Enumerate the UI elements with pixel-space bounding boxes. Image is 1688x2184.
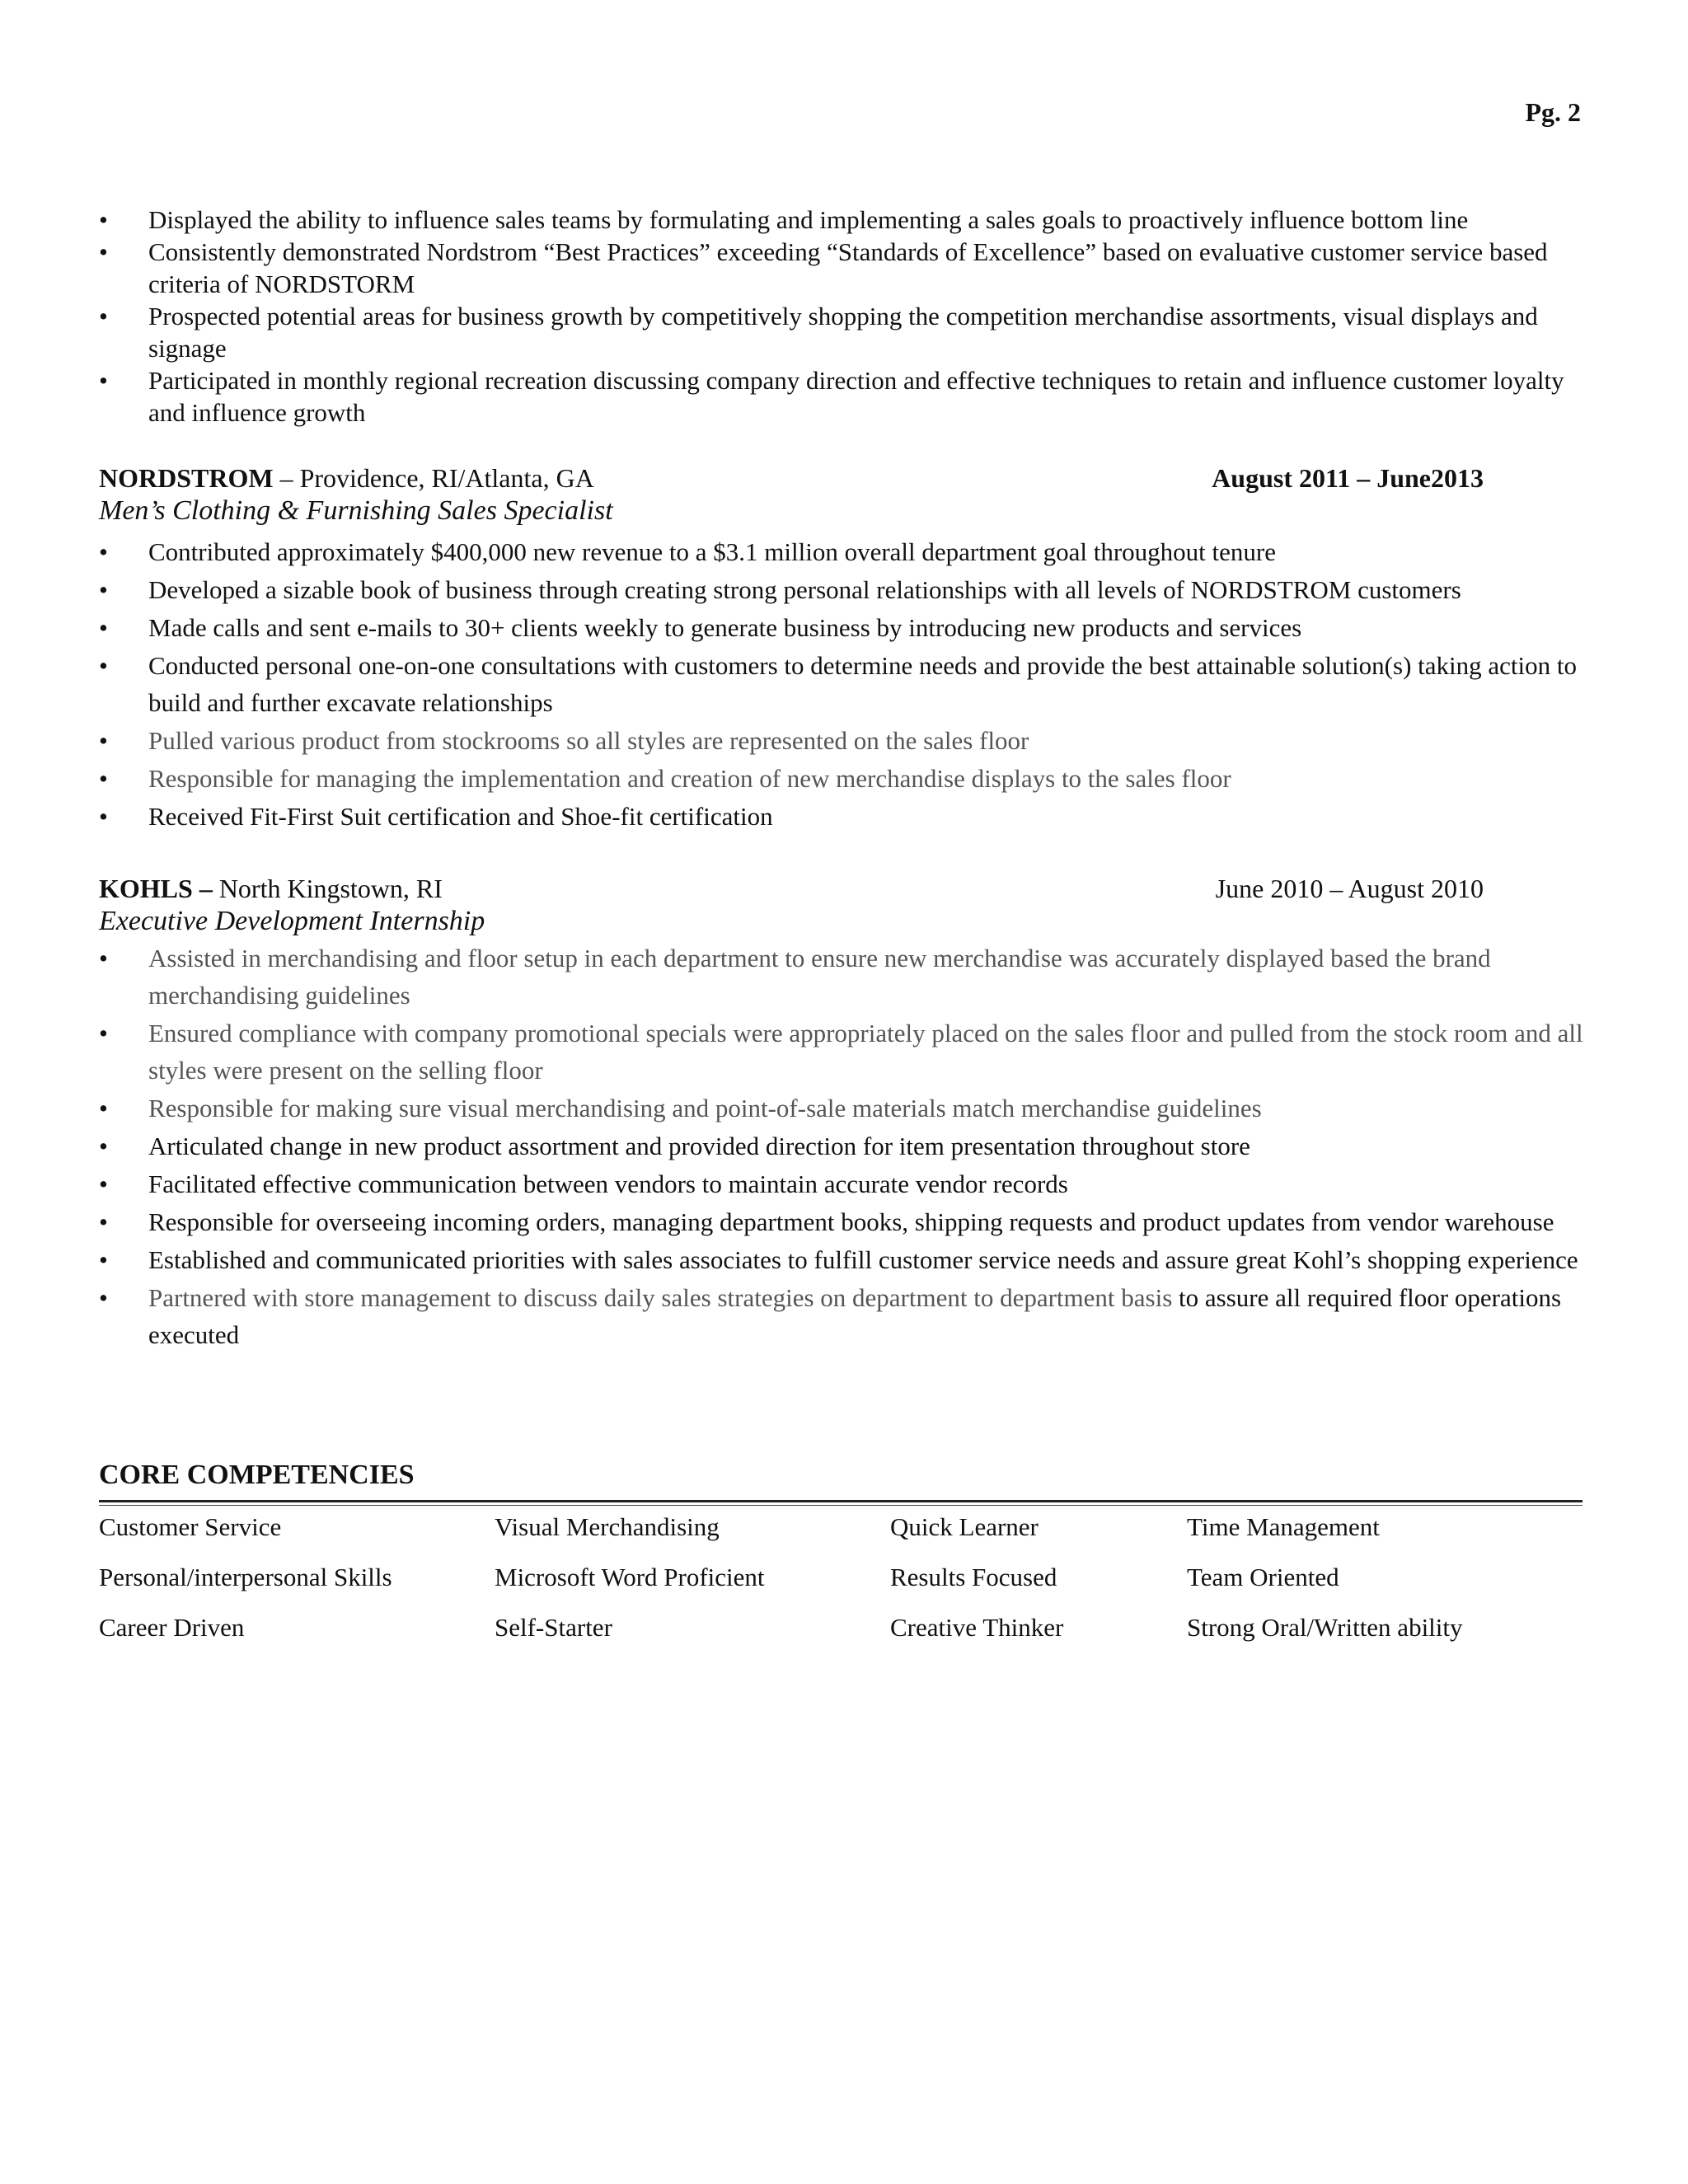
job-title: Men’s Clothing & Furnishing Sales Specialist <box>99 495 613 526</box>
list-item: • Pulled various product from stockrooms so all styles are represented on the sales floor <box>99 722 1599 759</box>
list-item: • Made calls and sent e-mails to 30+ clients weekly to generate business by introducing new products and services <box>99 609 1599 646</box>
employer-line-nordstrom <box>99 462 1484 494</box>
section-divider <box>99 1505 1582 1506</box>
nordstrom-bullet-list <box>99 533 1599 836</box>
employer-line-kohls <box>99 872 1484 905</box>
bullet-fragment: Partnered with store management to discuss daily sales strategies on department to department basis <box>148 1283 1173 1312</box>
list-item: • Conducted personal one-on-one consultations with customers to determine needs and provide the best attainable solution(s) taking action to build and further excavate relationships <box>99 647 1599 721</box>
competency-item: Time Management <box>1187 1512 1380 1541</box>
job-title: Executive Development Internship <box>99 906 485 936</box>
competency-item: Visual Merchandising <box>495 1512 720 1541</box>
competency-item: Career Driven <box>99 1613 245 1642</box>
list-item: • Established and communicated priorities with sales associates to fulfill customer service needs and assure great Kohl’s shopping experience <box>99 1241 1599 1278</box>
list-item: • Contributed approximately $400,000 new revenue to a $3.1 million overall department goal throughout tenure <box>99 533 1599 570</box>
employment-dates: August 2011 – June2013 <box>1212 463 1484 493</box>
list-item: • Developed a sizable book of business through creating strong personal relationships with all levels of NORDSTROM customers <box>99 571 1599 608</box>
competency-item: Self-Starter <box>495 1613 612 1642</box>
page-number: Pg. 2 <box>1525 97 1581 127</box>
list-item: • Displayed the ability to influence sales teams by formulating and implementing a sales goals to proactively influence bottom line <box>99 204 1599 236</box>
competencies-grid <box>99 1507 1582 1657</box>
competency-item: Strong Oral/Written ability <box>1187 1613 1463 1642</box>
competency-item: Personal/interpersonal Skills <box>99 1563 392 1591</box>
competency-item: Quick Learner <box>890 1512 1039 1541</box>
list-item: • Participated in monthly regional recreation discussing company direction and effective techniques to retain and influence customer loyalty and influence growth <box>99 364 1599 429</box>
competency-item: Team Oriented <box>1187 1563 1339 1591</box>
competency-item: Microsoft Word Proficient <box>495 1563 765 1591</box>
competency-item: Results Focused <box>890 1563 1057 1591</box>
intro-bullet-list <box>99 204 1599 429</box>
list-item: • Assisted in merchandising and floor setup in each department to ensure new merchandise was accurately displayed based the brand merchandising guidelines <box>99 940 1599 1014</box>
list-item: • Consistently demonstrated Nordstrom “Best Practices” exceeding “Standards of Excellence” based on evaluative customer service based criteria of NORDSTORM <box>99 236 1599 300</box>
bullet-fragment: to assure all required floor operations executed <box>148 1283 1562 1349</box>
list-item <box>99 1279 1599 1353</box>
company-name: NORDSTROM <box>99 463 274 493</box>
list-item: • Prospected potential areas for business growth by competitively shopping the competition merchandise assortments, visual displays and signage <box>99 300 1599 364</box>
employment-dates: June 2010 – August 2010 <box>1215 874 1484 903</box>
company-location: – Providence, RI/Atlanta, GA <box>273 463 594 493</box>
list-item: • Responsible for managing the implementation and creation of new merchandise displays to the sales floor <box>99 760 1599 797</box>
list-item: • Responsible for overseeing incoming orders, managing department books, shipping requests and product updates from vendor warehouse <box>99 1203 1599 1240</box>
section-title-core-competencies: CORE COMPETENCIES <box>99 1460 415 1490</box>
kohls-bullet-list <box>99 940 1599 1354</box>
company-name: KOHLS – <box>99 874 213 903</box>
list-item: • Facilitated effective communication between vendors to maintain accurate vendor records <box>99 1165 1599 1202</box>
competency-item: Creative Thinker <box>890 1613 1064 1642</box>
section-divider <box>99 1500 1582 1502</box>
list-item: • Responsible for making sure visual merchandising and point-of-sale materials match merchandise guidelines <box>99 1090 1599 1127</box>
company-location: North Kingstown, RI <box>212 874 443 903</box>
list-item: • Ensured compliance with company promotional specials were appropriately placed on the sales floor and pulled from the stock room and all styles were present on the selling floor <box>99 1015 1599 1089</box>
list-item: • Received Fit-First Suit certification and Shoe-fit certification <box>99 798 1599 835</box>
competency-item: Customer Service <box>99 1512 282 1541</box>
list-item: • Articulated change in new product assortment and provided direction for item presentation throughout store <box>99 1127 1599 1165</box>
